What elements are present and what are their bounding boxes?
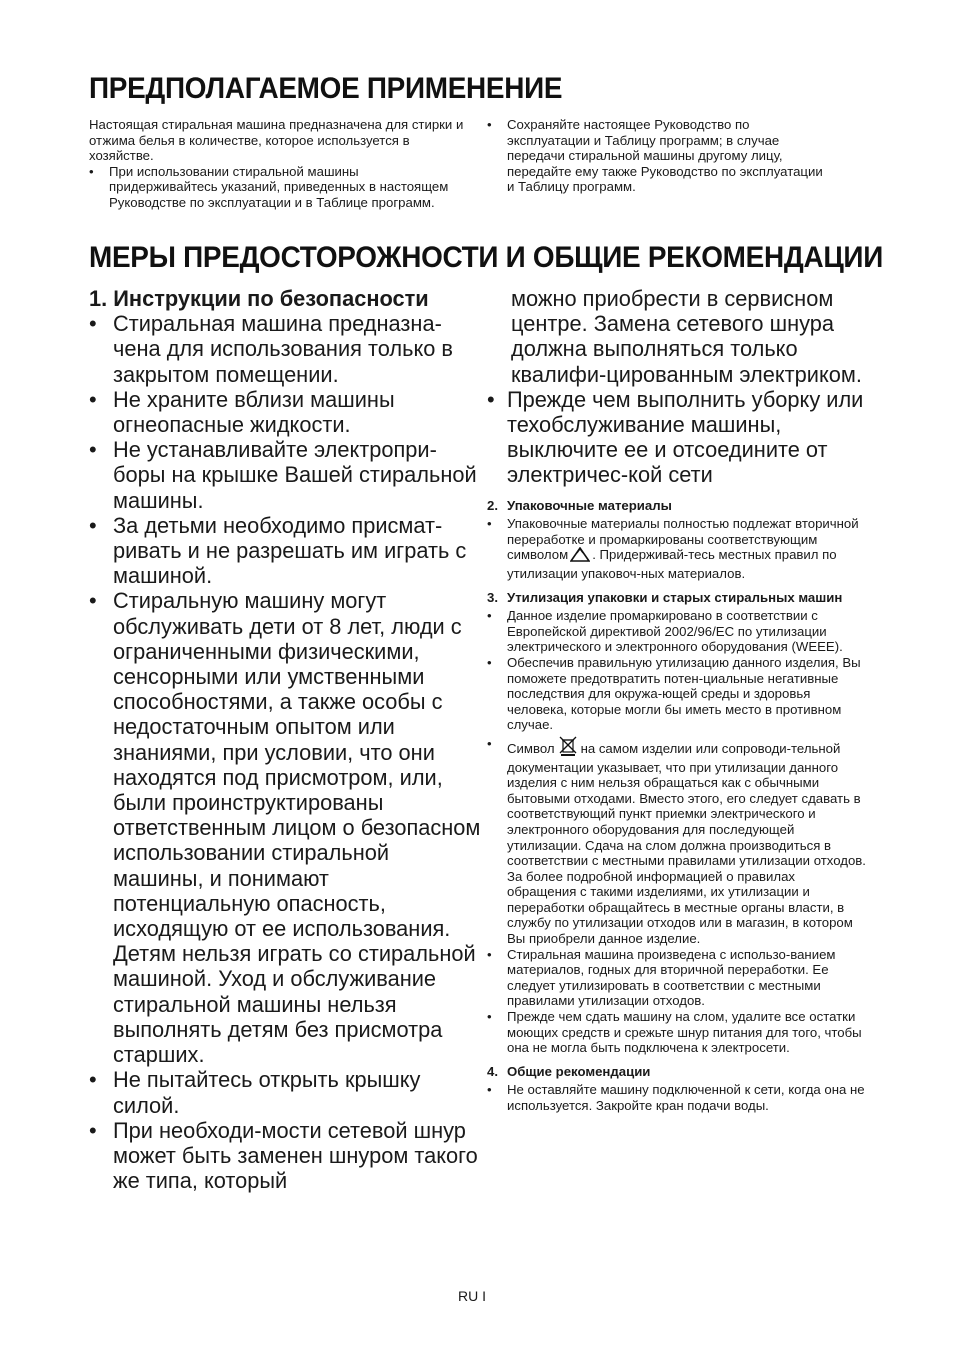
intended-use-right-column	[487, 117, 827, 195]
disposal-subheading: 3. Утилизация упаковки и старых стиральных машин	[487, 589, 843, 605]
intended-use-heading: ПРЕДПОЛАГАЕМОЕ ПРИМЕНЕНИЕ	[89, 72, 563, 105]
safety-item: • Не храните вблизи машины огнеопасные жидкости.	[89, 386, 395, 438]
disposal-item: • Данное изделие промаркировано в соответствии с Европейской директивой 2002/96/EC по утилизации электрического и электронного оборудования (WEEE).	[487, 608, 843, 655]
safety-item: • Не пытайтесь открыть крышку силой.	[89, 1067, 421, 1118]
safety-left-column	[89, 286, 481, 1193]
safety-item: • При необходи-мости сетевой шнур может быть заменен шнуром такого же типа, который	[89, 1117, 478, 1194]
disposal-item: • Прежде чем сдать машину на слом, удалите все остатки моющих средств и срежьте шнур питания для того, чтобы она не могла быть подключена к электросети.	[487, 1009, 862, 1056]
intended-use-bullet: • Сохраняйте настоящее Руководство по эксплуатации и Таблицу программ; в случае передачи стиральной машины другому лицу, передайте ему также Руководство по эксплуатации и Таблицу программ.	[487, 117, 823, 195]
recycle-triangle-icon	[570, 547, 590, 566]
safety-item: • За детьми необходимо присмат-ривать и не разрешать им играть с машиной.	[89, 512, 467, 589]
intended-use-left-column	[89, 117, 467, 211]
safety-subheading: 1. Инструкции по безопасности	[89, 286, 429, 311]
packaging-subheading: 2. Упаковочные материалы	[487, 497, 672, 513]
packaging-item: • Упаковочные материалы полностью подлежат вторичной переработке и промаркированы соответствующим символом . Придерживай-тесь местных правил по утилизации упаковоч-ных материалов.	[487, 516, 859, 581]
safety-item: • Не устанавливайте электропри-боры на крышке Вашей стиральной машины.	[89, 437, 477, 513]
safety-item: • Стиральная машина предназна-чена для использования только в закрытом помещении.	[89, 311, 453, 387]
precautions-heading: МЕРЫ ПРЕДОСТОРОЖНОСТИ И ОБЩИЕ РЕКОМЕНДАЦИИ	[89, 241, 883, 274]
disposal-item: • Обеспечив правильную утилизацию данного изделия, Вы поможете предотвратить потен-циальные негативные последствия для окружа-ющей среды и здоровья человека, которые могли бы иметь место в противном случае.	[487, 654, 861, 733]
general-subheading: 4. Общие рекомендации	[487, 1063, 651, 1079]
packaging-section	[487, 498, 867, 1114]
disposal-item: • Символ на самом изделии или сопроводи-тельной документации указывает, что при утилизации данного изделия с ним нельзя обращаться как с обычными бытовыми отходами. Вместо этого, его следует сдавать в соответствующий пункт приемки электрического и электронного оборудования для последующей утилизации. Сдача на слом должна производиться в соответствии с местными правилами утилизации отходов. За более подробной информацией о правилах обращения с такими изделиями, их утилизации и переработки обращайтесь в местные органы власти, в службу по утилизации отходов или в магазин, в котором Вы приобрели данное изделие.	[487, 735, 866, 947]
intended-use-intro: Настоящая стиральная машина предназначена для стирки и отжима белья в количестве, которое используется в хозяйстве.	[89, 117, 464, 164]
safety-right-column	[487, 286, 867, 1114]
crossed-bin-icon	[557, 736, 579, 760]
safety-continuation: можно приобрести в сервисном центре. Замена сетевого шнура должна выполняться только квалифи-цированным электриком.	[511, 286, 862, 387]
general-item: • Не оставляйте машину подключенной к сети, когда она не используется. Закройте кран подачи воды.	[487, 1082, 865, 1113]
intended-use-bullet: • При использовании стиральной машины придерживайтесь указаний, приведенных в настоящем Руководстве по эксплуатации и в Таблице программ.	[89, 163, 449, 210]
safety-item: • Стиральную машину могут обслуживать дети от 8 лет, люди с ограниченными физическими, сенсорными или умственными способностями, а также особы с недостаточным опытом или знаниями, при условии, что они находятся под присмотром, или, были проинструктированы ответственным лицом о безопасном использовании стиральной машины, и понимают потенциальную опасность, исходящую от ее использования. Детям нельзя играть со стиральной машиной. Уход и обслуживание стиральной машины нельзя выполнять детям без присмотра старших.	[89, 588, 481, 1068]
page-number: RU I	[458, 1288, 486, 1304]
safety-item: • Прежде чем выполнить уборку или техобслуживание машины, выключите ее и отсоедините от электричес-кой сети	[487, 386, 864, 488]
bullet-marker: •	[487, 117, 492, 132]
disposal-item: • Стиральная машина произведена с использо-ванием материалов, годных для вторичной переработки. Ее следует утилизировать в соответствии с местными правилами утилизации отходов.	[487, 946, 836, 1009]
bullet-marker: •	[89, 163, 94, 179]
